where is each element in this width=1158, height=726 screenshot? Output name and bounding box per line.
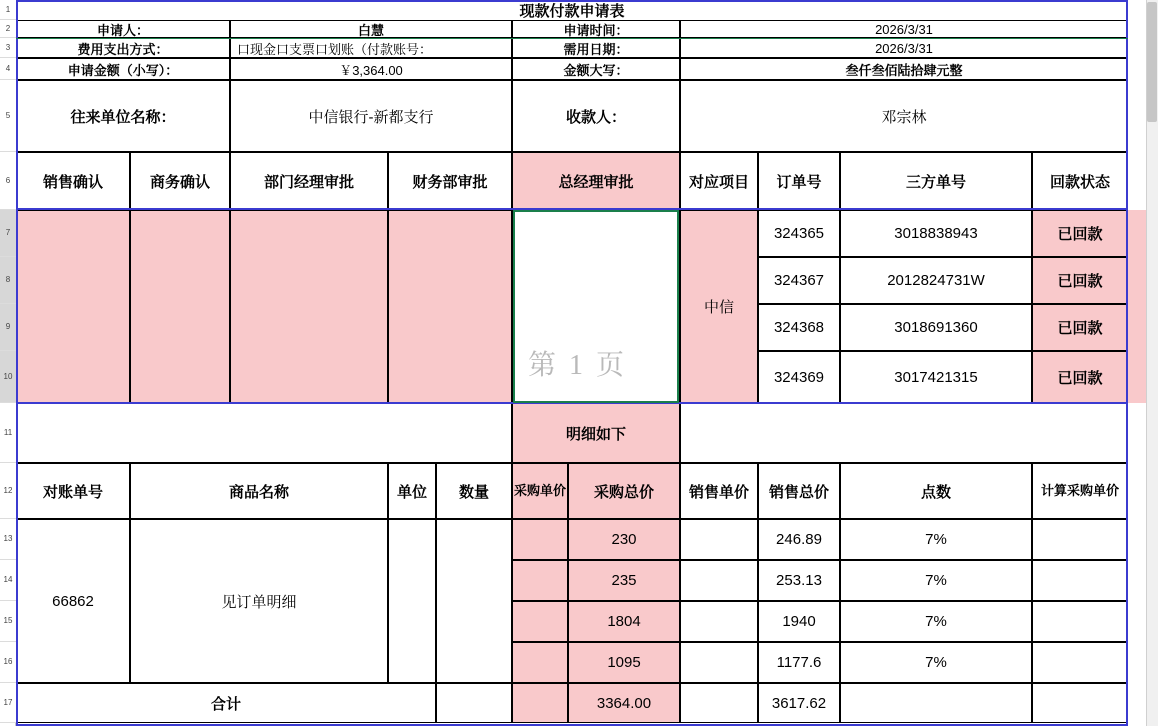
row-header-9[interactable]: 9 (0, 304, 16, 351)
row-header-5[interactable]: 5 (0, 80, 16, 152)
applicant-value[interactable]: 白慧 (230, 20, 512, 38)
detail-purchase-unit-price-1[interactable] (512, 519, 568, 560)
need-date-value[interactable]: 2026/3/31 (680, 38, 1128, 58)
detail-purchase-total-2[interactable]: 235 (568, 560, 680, 601)
payment-status-3[interactable]: 已回款 (1032, 304, 1128, 351)
approval-cell-project[interactable]: 中信 (680, 210, 758, 403)
row-header-13[interactable]: 13 (0, 519, 16, 560)
payment-status-2[interactable]: 已回款 (1032, 257, 1128, 304)
order-no-3[interactable]: 324368 (758, 304, 840, 351)
row-header-2[interactable]: 2 (0, 20, 16, 38)
detail-points-1[interactable]: 7% (840, 519, 1032, 560)
third-no-2[interactable]: 2012824731W (840, 257, 1032, 304)
vertical-scrollbar[interactable] (1146, 0, 1158, 726)
detail-points-3[interactable]: 7% (840, 601, 1032, 642)
detail-product-name[interactable]: 见订单明细 (130, 519, 388, 683)
approval-col-sales: 销售确认 (16, 152, 130, 210)
payment-status-4[interactable]: 已回款 (1032, 351, 1128, 403)
row-header-15[interactable]: 15 (0, 601, 16, 642)
detail-col-calc-purchase-unit-price: 计算采购单价 (1032, 463, 1128, 519)
pay-method-label: 费用支出方式： (16, 38, 230, 58)
total-purchase-unit-price[interactable] (512, 683, 568, 723)
detail-purchase-total-1[interactable]: 230 (568, 519, 680, 560)
total-sale-total[interactable]: 3617.62 (758, 683, 840, 723)
detail-unit-cell[interactable] (388, 519, 436, 683)
detail-col-unit: 单位 (388, 463, 436, 519)
total-quantity[interactable] (436, 683, 512, 723)
total-label: 合计 (16, 683, 436, 723)
detail-sale-unit-price-2[interactable] (680, 560, 758, 601)
approval-cell-business[interactable] (130, 210, 230, 403)
need-date-label: 需用日期： (512, 38, 680, 58)
amount-small-label: 申请金额（小写）： (16, 58, 230, 80)
detail-col-statement-no: 对账单号 (16, 463, 130, 519)
row-header-11[interactable]: 11 (0, 403, 16, 463)
counterparty-value[interactable]: 中信银行-新都支行 (230, 80, 512, 152)
approval-cell-finance[interactable] (388, 210, 512, 403)
amount-small-value[interactable]: ￥3,364.00 (230, 58, 512, 80)
detail-purchase-total-4[interactable]: 1095 (568, 642, 680, 683)
row-header-12[interactable]: 12 (0, 463, 16, 519)
detail-calc-unit-price-1[interactable] (1032, 519, 1128, 560)
detail-points-4[interactable]: 7% (840, 642, 1032, 683)
total-calc-unit-price[interactable] (1032, 683, 1128, 723)
third-no-1[interactable]: 3018838943 (840, 210, 1032, 257)
detail-sale-unit-price-1[interactable] (680, 519, 758, 560)
detail-sale-total-3[interactable]: 1940 (758, 601, 840, 642)
detail-col-sale-unit-price: 销售单价 (680, 463, 758, 519)
approval-cell-sales[interactable] (16, 210, 130, 403)
detail-col-purchase-total: 采购总价 (568, 463, 680, 519)
approval-col-business: 商务确认 (130, 152, 230, 210)
approval-col-finance: 财务部审批 (388, 152, 512, 210)
active-row-guide (16, 38, 1128, 39)
row-header-17[interactable]: 17 (0, 683, 16, 723)
pay-method-value[interactable]: 口现金口支票口划账（付款账号： (230, 38, 512, 58)
row-header-16[interactable]: 16 (0, 642, 16, 683)
row-header-6[interactable]: 6 (0, 152, 16, 210)
approval-col-payment-status: 回款状态 (1032, 152, 1128, 210)
row-header-8[interactable]: 8 (0, 257, 16, 304)
row-header-14[interactable]: 14 (0, 560, 16, 601)
detail-col-purchase-unit-price: 采购单价 (512, 463, 568, 519)
approval-cell-general-manager[interactable] (512, 210, 680, 403)
total-purchase-total[interactable]: 3364.00 (568, 683, 680, 723)
approval-col-project: 对应项目 (680, 152, 758, 210)
vertical-scrollbar-thumb[interactable] (1147, 2, 1157, 122)
order-no-2[interactable]: 324367 (758, 257, 840, 304)
payment-status-1[interactable]: 已回款 (1032, 210, 1128, 257)
detail-points-2[interactable]: 7% (840, 560, 1032, 601)
detail-header-right-blank (680, 403, 1128, 463)
row-header-3[interactable]: 3 (0, 38, 16, 58)
counterparty-label: 往来单位名称： (16, 80, 230, 152)
apply-time-value[interactable]: 2026/3/31 (680, 20, 1128, 38)
apply-time-label: 申请时间： (512, 20, 680, 38)
third-no-4[interactable]: 3017421315 (840, 351, 1032, 403)
detail-purchase-total-3[interactable]: 1804 (568, 601, 680, 642)
detail-col-points: 点数 (840, 463, 1032, 519)
detail-calc-unit-price-3[interactable] (1032, 601, 1128, 642)
payee-value[interactable]: 邓宗林 (680, 80, 1128, 152)
approval-col-third-no: 三方单号 (840, 152, 1032, 210)
detail-col-quantity: 数量 (436, 463, 512, 519)
total-points[interactable] (840, 683, 1032, 723)
payee-label: 收款人： (512, 80, 680, 152)
approval-cell-dept-manager[interactable] (230, 210, 388, 403)
detail-quantity-cell[interactable] (436, 519, 512, 683)
highlight-strip-right (1128, 210, 1146, 403)
document-title: 现款付款申请表 (16, 0, 1128, 20)
order-no-4[interactable]: 324369 (758, 351, 840, 403)
detail-purchase-unit-price-2[interactable] (512, 560, 568, 601)
detail-sale-unit-price-3[interactable] (680, 601, 758, 642)
detail-sale-total-4[interactable]: 1177.6 (758, 642, 840, 683)
detail-statement-no[interactable]: 66862 (16, 519, 130, 683)
detail-purchase-unit-price-4[interactable] (512, 642, 568, 683)
approval-col-general-manager: 总经理审批 (512, 152, 680, 210)
order-no-1[interactable]: 324365 (758, 210, 840, 257)
detail-sale-total-1[interactable]: 246.89 (758, 519, 840, 560)
approval-col-order-no: 订单号 (758, 152, 840, 210)
detail-calc-unit-price-2[interactable] (1032, 560, 1128, 601)
amount-big-value[interactable]: 叁仟叁佰陆拾肆元整 (680, 58, 1128, 80)
detail-col-product-name: 商品名称 (130, 463, 388, 519)
detail-header-left-blank (16, 403, 512, 463)
applicant-label: 申请人： (16, 20, 230, 38)
detail-calc-unit-price-4[interactable] (1032, 642, 1128, 683)
row-header-1[interactable]: 1 (0, 0, 16, 20)
amount-big-label: 金额大写： (512, 58, 680, 80)
detail-sale-total-2[interactable]: 253.13 (758, 560, 840, 601)
row-header-4[interactable]: 4 (0, 58, 16, 80)
page-watermark: 第 1 页 (528, 350, 628, 381)
detail-section-title: 明细如下 (512, 403, 680, 463)
approval-col-dept-manager: 部门经理审批 (230, 152, 388, 210)
detail-sale-unit-price-4[interactable] (680, 642, 758, 683)
row-header-10[interactable]: 10 (0, 351, 16, 403)
third-no-3[interactable]: 3018691360 (840, 304, 1032, 351)
detail-purchase-unit-price-3[interactable] (512, 601, 568, 642)
row-header-7[interactable]: 7 (0, 210, 16, 257)
total-sale-unit-price[interactable] (680, 683, 758, 723)
detail-col-sale-total: 销售总价 (758, 463, 840, 519)
